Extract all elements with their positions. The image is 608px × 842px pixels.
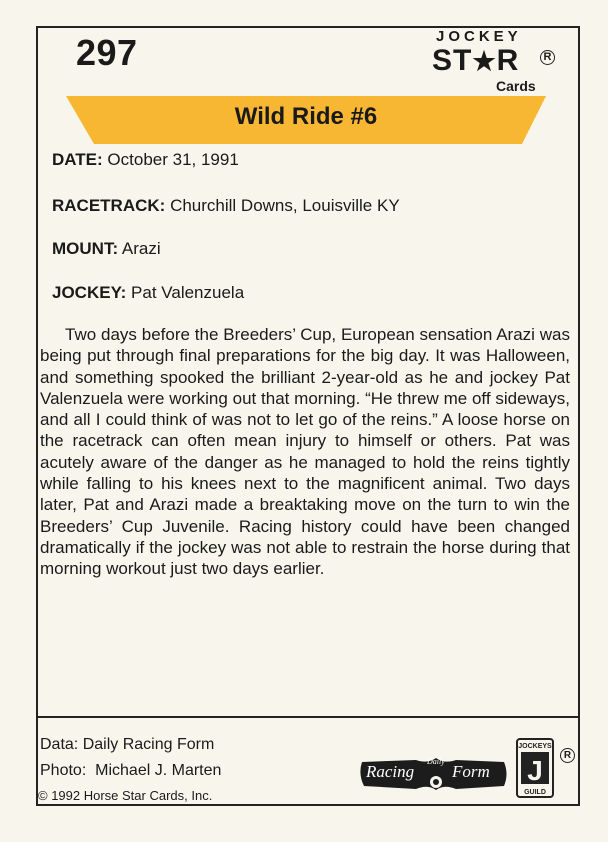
racetrack-value: Churchill Downs, Louisville KY [170, 196, 400, 215]
story-paragraph: Two days before the Breeders’ Cup, European sensation Arazi was being put through final preparations for the big day. It was Halloween, and something spooked the brilliant 2-year-old as he and jockey Pat Valenzuela were working out that morning. “He threw me off sideways, and all I could think of was not to let go of the reins.” A loose horse on the racetrack can often mean injury to himself or others. Pat was acutely aware of the danger as he managed to hold the reins tightly while falling to his knees next to the magnificent animal. Two days later, Pat and Arazi made a breaktaking move on the turn to win the Breeders’ Cup Juvenile. Racing history could have been changed dramatically if the jockey was not able to restrain the horse during that morning workout just two days earlier. [40, 325, 570, 579]
jockey-star-cards-logo [428, 26, 558, 96]
star-icon: ★ [472, 46, 497, 76]
photo-credit: Photo: Michael J. Marten [40, 762, 222, 779]
card-title: Wild Ride #6 [234, 103, 378, 130]
guild-letter-text: J [527, 755, 543, 786]
date-value: October 31, 1991 [107, 150, 239, 169]
logo-star-left: ST [432, 44, 473, 77]
logo-star-text [432, 44, 519, 78]
date-field [52, 150, 239, 170]
guild-logo-shape [516, 738, 554, 798]
guild-bottom-text: GUILD [524, 789, 546, 796]
racing-form-daily-text: Daily [427, 757, 445, 766]
data-credit: Data: Daily Racing Form [40, 736, 215, 753]
racetrack-field [52, 196, 400, 216]
mount-label: MOUNT: [52, 239, 119, 258]
title-banner [66, 96, 546, 144]
daily-racing-form-logo [356, 756, 510, 792]
registered-mark-icon: R [540, 50, 555, 65]
logo-star-right: R [496, 44, 520, 77]
guild-registered-mark-icon: R [560, 748, 575, 763]
jockey-field [52, 283, 244, 303]
logo-jockey-text: JOCKEY [436, 28, 522, 45]
footer-divider [36, 716, 580, 718]
card-number: 297 [76, 32, 138, 73]
jockeys-guild-logo [516, 738, 554, 798]
jockey-value: Pat Valenzuela [131, 283, 245, 302]
racing-form-form-text: Form [452, 762, 490, 781]
mount-field [52, 239, 161, 259]
mount-value: Arazi [121, 239, 161, 258]
guild-top-text: JOCKEYS [518, 743, 552, 750]
jockey-label: JOCKEY: [52, 283, 127, 302]
logo-cards-text: Cards [496, 78, 536, 94]
date-label: DATE: [52, 150, 103, 169]
racing-form-racing-text: Racing [366, 762, 415, 781]
racetrack-label: RACETRACK: [52, 196, 166, 215]
copyright-notice: © 1992 Horse Star Cards, Inc. [38, 788, 213, 803]
